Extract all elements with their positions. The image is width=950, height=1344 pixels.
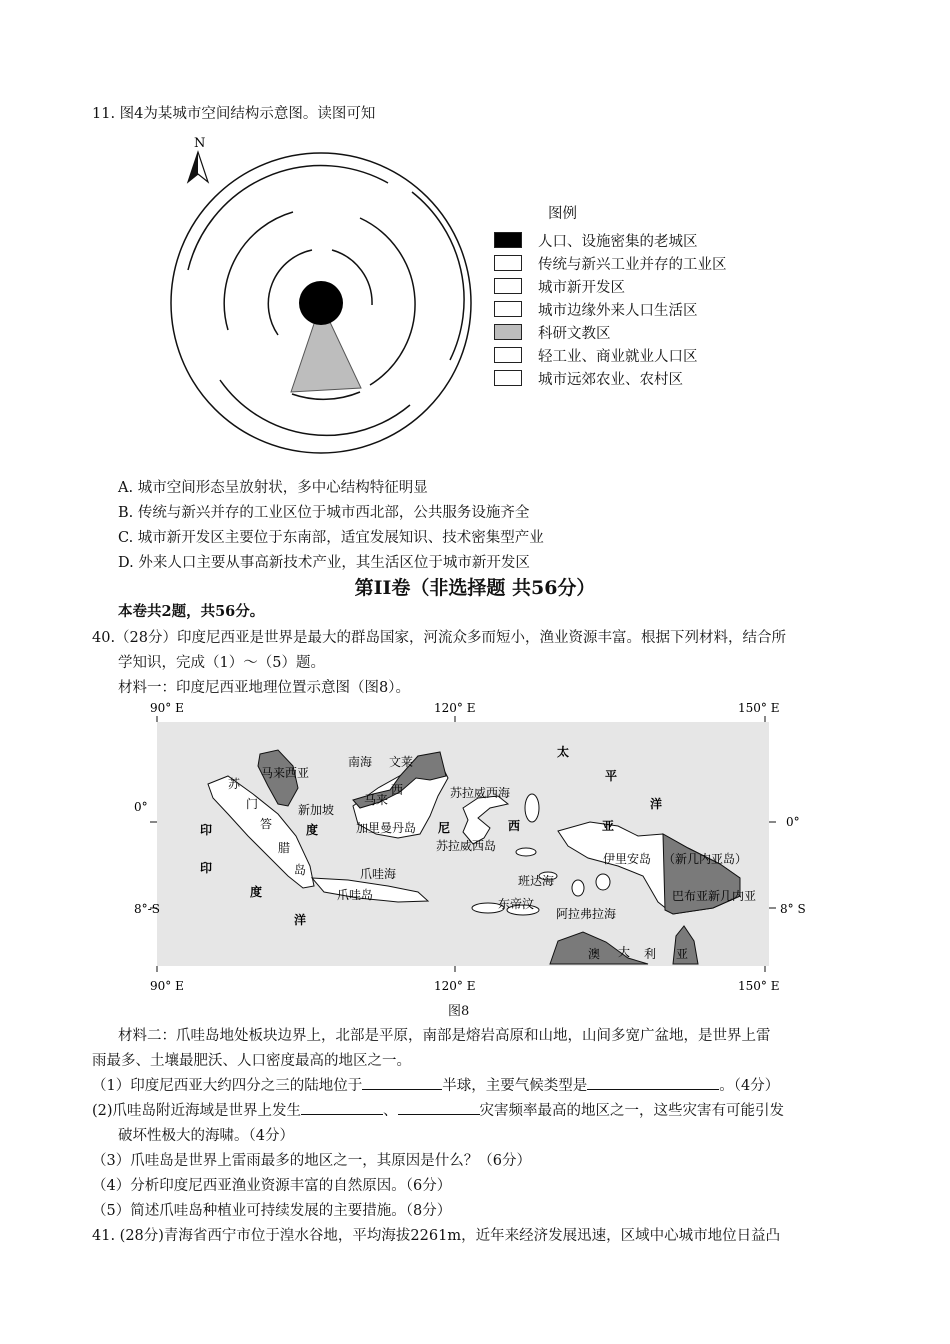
material-2-line-2: 雨最多、土壤最肥沃、人口密度最高的地区之一。 xyxy=(92,1053,411,1069)
sub-question-5: （5）简述爪哇岛种植业可持续发展的主要措施。（8分） xyxy=(92,1203,452,1219)
sub-question-1: （1）印度尼西亚大约四分之三的陆地位于 半球，主要气候类型是 。（4分） xyxy=(92,1074,779,1095)
lat-label-right: 8° S xyxy=(780,902,806,916)
north-label: N xyxy=(194,136,206,151)
place-label: 西 xyxy=(391,783,404,797)
figure-caption: 图8 xyxy=(448,1004,470,1019)
place-label: 澳 xyxy=(588,947,601,961)
place-label: 新加坡 xyxy=(298,803,335,817)
lat-label-right: 0° xyxy=(786,815,800,829)
legend-swatch xyxy=(494,324,522,340)
place-label: 腊 xyxy=(278,841,291,855)
lon-label-bottom: 90° E xyxy=(150,979,184,993)
place-label: 阿拉弗拉海 xyxy=(556,907,617,921)
answer-blank[interactable] xyxy=(362,1075,442,1090)
legend-swatch xyxy=(494,278,522,294)
old-town-core xyxy=(299,281,343,325)
q40-stem-2: 学知识，完成（1）～（5）题。 xyxy=(118,655,325,671)
place-label: 文莱 xyxy=(389,755,414,769)
place-label: 洋 xyxy=(650,797,663,811)
option-a: A. 城市空间形态呈放射状，多中心结构特征明显 xyxy=(118,480,428,496)
place-label: 伊里安岛 xyxy=(603,852,652,866)
legend-item: 城市远郊农业、农村区 xyxy=(494,368,683,388)
place-label: 南海 xyxy=(348,755,373,769)
place-label: 平 xyxy=(605,769,618,783)
place-label: 亚 xyxy=(602,819,615,833)
q41-stem: 41. (28分)青海省西宁市位于湟水谷地，平均海拔2261m，近年来经济发展迅速，区域中心城市地位日益凸 xyxy=(92,1228,781,1244)
legend-swatch xyxy=(494,347,522,363)
option-b: B. 传统与新兴并存的工业区位于城市西北部，公共服务设施齐全 xyxy=(118,505,530,521)
material-2-line-1: 材料二：爪哇岛地处板块边界上，北部是平原，南部是熔岩高原和山地，山间多宽广盆地，是世界上雷 xyxy=(118,1028,771,1044)
section-note: 本卷共2题，共56分。 xyxy=(118,603,265,620)
place-label: 门 xyxy=(246,797,259,811)
lat-label-left: 0° xyxy=(134,800,148,814)
place-label: 利 xyxy=(644,947,657,961)
answer-blank[interactable] xyxy=(301,1100,383,1115)
lon-label-top: 120° E xyxy=(434,701,476,715)
legend-item: 科研文教区 xyxy=(494,322,611,342)
legend-swatch xyxy=(494,370,522,386)
lon-label-bottom: 150° E xyxy=(738,979,780,993)
place-label: 苏 xyxy=(228,777,241,791)
place-label: 马来 xyxy=(364,793,389,807)
lon-label-top: 90° E xyxy=(150,701,184,715)
sub-question-4: （4）分析印度尼西亚渔业资源丰富的自然原因。（6分） xyxy=(92,1178,452,1194)
indonesia-map xyxy=(128,696,806,996)
place-label: 大 xyxy=(618,945,631,959)
legend-swatch xyxy=(494,255,522,271)
option-c: C. 城市新开发区主要位于东南部，适宜发展知识、技术密集型产业 xyxy=(118,530,544,546)
sub-question-2: (2)爪哇岛附近海域是世界上发生 、 灾害频率最高的地区之一，这些灾害有可能引发 xyxy=(92,1099,784,1120)
sub-question-2-cont: 破坏性极大的海啸。（4分） xyxy=(118,1128,294,1144)
ring-arc-5 xyxy=(360,218,415,385)
place-label: 岛 xyxy=(294,863,307,877)
place-label: 西 xyxy=(508,819,521,833)
legend-item: 城市新开发区 xyxy=(494,276,625,296)
place-label: （新几内亚岛） xyxy=(663,852,748,866)
place-label: 尼 xyxy=(438,821,451,835)
legend-item: 城市边缘外来人口生活区 xyxy=(494,299,698,319)
ring-arc-1 xyxy=(188,166,388,270)
place-label: 亚 xyxy=(676,947,689,961)
place-label: 爪哇岛 xyxy=(337,888,374,902)
legend-item: 人口、设施密集的老城区 xyxy=(494,230,698,250)
section-title: 第II卷（非选择题 共56分） xyxy=(354,577,596,599)
q40-stem-1: 40.（28分）印度尼西亚是世界是最大的群岛国家，河流众多而短小，渔业资源丰富。根据下列材料，结合所 xyxy=(92,630,787,646)
ring-arc-4 xyxy=(224,212,293,330)
ring-arc-6 xyxy=(292,392,360,399)
legend-swatch xyxy=(494,232,522,248)
lon-label-top: 150° E xyxy=(738,701,780,715)
answer-blank[interactable] xyxy=(398,1100,480,1115)
material-1: 材料一：印度尼西亚地理位置示意图（图8）。 xyxy=(118,680,410,696)
legend-title: 图例 xyxy=(548,206,577,222)
sub-question-3: （3）爪哇岛是世界上雷雨最多的地区之一，其原因是什么？（6分） xyxy=(92,1153,531,1169)
place-label: 巴布亚新几内亚 xyxy=(672,889,757,903)
place-label: 太 xyxy=(557,745,570,759)
legend-item: 传统与新兴工业并存的工业区 xyxy=(494,253,727,273)
place-label: 度 xyxy=(306,823,319,837)
place-label: 答 xyxy=(260,817,273,831)
place-label: 苏拉威西海 xyxy=(450,786,511,800)
legend-item: 轻工业、商业就业人口区 xyxy=(494,345,698,365)
place-label: 班达海 xyxy=(518,874,555,888)
place-label: 爪哇海 xyxy=(360,867,397,881)
place-label: 印 xyxy=(200,861,213,875)
place-label: 马来西亚 xyxy=(261,766,310,780)
place-label: 东帝汶 xyxy=(498,897,535,911)
north-arrow-fill xyxy=(188,152,198,182)
lat-label-left: 8°-S xyxy=(134,902,160,916)
place-label: 苏拉威西岛 xyxy=(436,839,497,853)
lon-label-bottom: 120° E xyxy=(434,979,476,993)
answer-blank[interactable] xyxy=(587,1075,719,1090)
city-structure-diagram xyxy=(150,130,490,470)
place-label: 度 xyxy=(250,885,263,899)
place-label: 印 xyxy=(200,823,213,837)
q11-stem: 11. 图4为某城市空间结构示意图。读图可知 xyxy=(92,106,376,122)
legend-swatch xyxy=(494,301,522,317)
ring-arc-2 xyxy=(412,192,464,360)
option-d: D. 外来人口主要从事高新技术产业，其生活区位于城市新开发区 xyxy=(118,555,530,571)
place-label: 洋 xyxy=(294,913,307,927)
place-label: 加里曼丹岛 xyxy=(356,821,417,835)
